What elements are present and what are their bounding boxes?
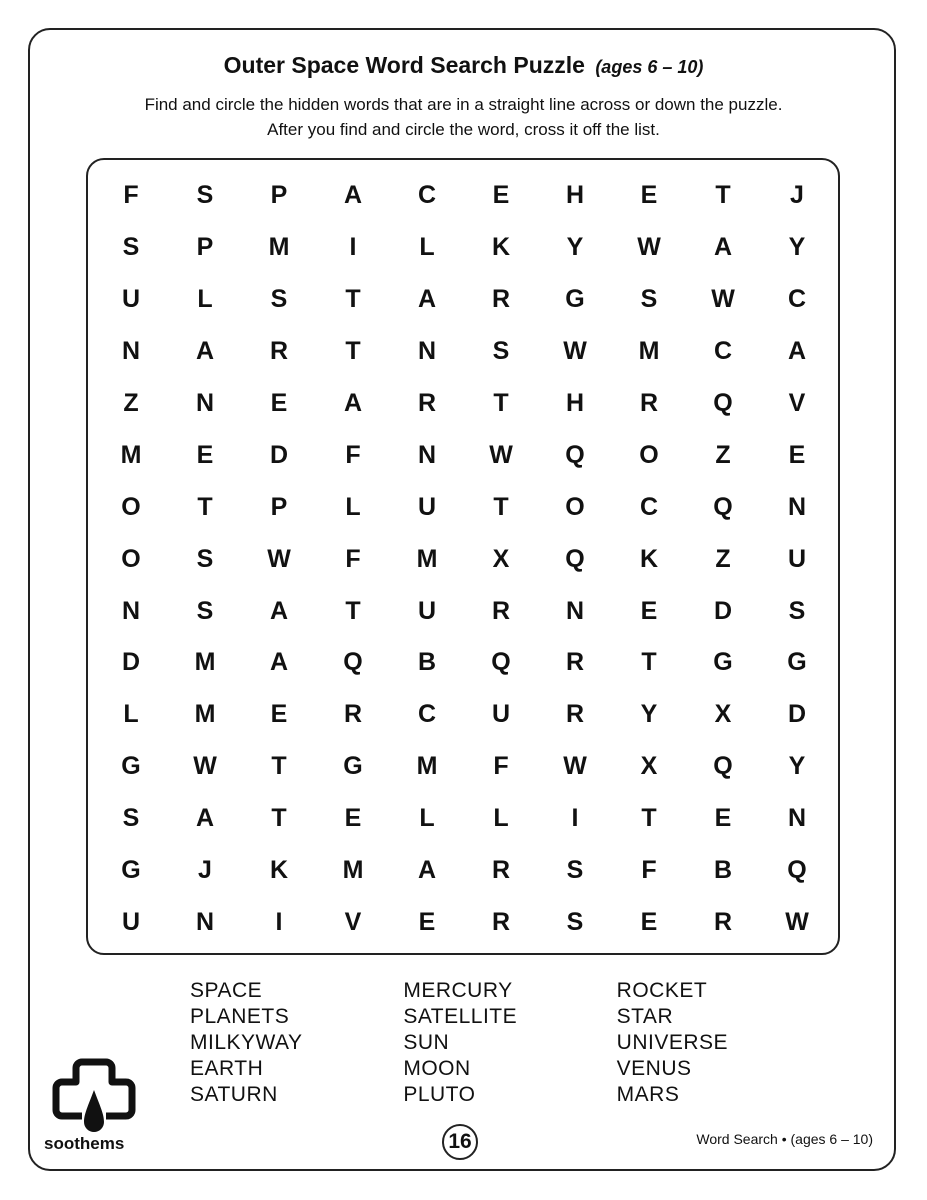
grid-letter[interactable]: U xyxy=(491,700,511,729)
grid-letter[interactable]: Q xyxy=(491,648,511,677)
grid-row xyxy=(94,585,834,637)
grid-letter[interactable]: X xyxy=(492,544,510,573)
grid-letter[interactable]: R xyxy=(343,700,363,729)
footer-label: Word Search • (ages 6 – 10) xyxy=(696,1131,873,1147)
grid-letter[interactable]: M xyxy=(416,544,438,573)
grid-letter[interactable]: A xyxy=(417,856,437,885)
grid-letter[interactable]: W xyxy=(563,752,587,781)
grid-row xyxy=(94,378,834,430)
grid-letter[interactable]: C xyxy=(787,285,807,314)
grid-row xyxy=(94,689,834,741)
word-list-column xyxy=(190,978,403,1108)
word-list-item: STAR xyxy=(616,1005,674,1028)
grid-letter[interactable]: F xyxy=(345,440,361,469)
grid-letter[interactable]: N xyxy=(195,389,215,417)
word-list-item: SPACE xyxy=(190,979,263,1002)
grid-letter[interactable]: W xyxy=(711,285,735,314)
grid-letter[interactable]: O xyxy=(639,440,659,469)
grid-letter[interactable]: I xyxy=(349,233,357,262)
puzzle-grid[interactable] xyxy=(94,170,834,948)
logo-text: soothems xyxy=(44,1134,125,1153)
grid-letter[interactable]: Q xyxy=(565,544,585,573)
grid-letter[interactable]: T xyxy=(271,752,287,781)
word-list-item: SUN xyxy=(403,1031,450,1054)
instructions-line-2: After you find and circle the word, cross it off the list. xyxy=(267,120,660,139)
grid-letter[interactable]: G xyxy=(565,285,585,314)
grid-letter[interactable]: S xyxy=(196,544,214,573)
word-list-item: MARS xyxy=(616,1083,680,1106)
grid-letter[interactable]: B xyxy=(713,856,733,885)
grid-letter[interactable]: E xyxy=(196,440,214,469)
grid-letter[interactable]: R xyxy=(417,389,437,417)
grid-letter[interactable]: M xyxy=(416,752,438,781)
grid-letter[interactable]: U xyxy=(787,544,807,573)
grid-letter[interactable]: E xyxy=(714,804,732,833)
grid-letter[interactable]: S xyxy=(122,233,140,262)
grid-letter[interactable]: U xyxy=(417,596,437,625)
grid-row xyxy=(94,481,834,533)
grid-letter[interactable]: N xyxy=(787,492,807,521)
grid-letter[interactable]: T xyxy=(197,492,213,521)
page-title xyxy=(0,52,927,79)
grid-letter[interactable]: G xyxy=(787,648,807,677)
grid-letter[interactable]: A xyxy=(417,285,437,314)
grid-letter[interactable]: C xyxy=(417,700,437,729)
grid-letter[interactable]: S xyxy=(270,285,288,314)
grid-letter[interactable]: H xyxy=(565,181,585,210)
grid-letter[interactable]: I xyxy=(275,907,283,936)
grid-letter[interactable]: N xyxy=(195,907,215,936)
grid-letter[interactable]: V xyxy=(788,389,806,417)
grid-letter[interactable]: F xyxy=(493,752,509,781)
word-list-item: SATELLITE xyxy=(403,1005,518,1028)
grid-letter[interactable]: E xyxy=(640,907,658,936)
grid-letter[interactable]: P xyxy=(270,181,288,210)
grid-letter[interactable]: G xyxy=(343,752,363,781)
word-list xyxy=(190,978,830,1108)
grid-letter[interactable]: W xyxy=(563,337,587,366)
grid-letter[interactable]: L xyxy=(197,285,213,314)
grid-letter[interactable]: U xyxy=(417,492,437,521)
grid-letter[interactable]: O xyxy=(121,492,141,521)
grid-letter[interactable]: P xyxy=(270,492,288,521)
grid-letter[interactable]: E xyxy=(270,389,288,417)
grid-letter[interactable]: M xyxy=(120,440,142,469)
grid-letter[interactable]: W xyxy=(267,544,291,573)
grid-row xyxy=(94,793,834,845)
grid-letter[interactable]: T xyxy=(493,389,509,417)
grid-letter[interactable]: K xyxy=(269,856,289,885)
grid-letter[interactable]: L xyxy=(123,700,139,729)
grid-letter[interactable]: Y xyxy=(566,233,584,262)
grid-letter[interactable]: R xyxy=(565,700,585,729)
grid-letter[interactable]: S xyxy=(492,337,510,366)
grid-letter[interactable]: L xyxy=(419,233,435,262)
grid-letter[interactable]: G xyxy=(121,856,141,885)
grid-letter[interactable]: Q xyxy=(713,492,733,521)
grid-letter[interactable]: A xyxy=(195,337,215,366)
grid-letter[interactable]: R xyxy=(491,285,511,314)
title-ages: (ages 6 – 10) xyxy=(595,57,704,77)
grid-letter[interactable]: T xyxy=(345,596,361,625)
grid-letter[interactable]: S xyxy=(196,596,214,625)
word-list-item: PLANETS xyxy=(190,1005,290,1028)
word-list-item: EARTH xyxy=(190,1057,264,1080)
grid-letter[interactable]: A xyxy=(269,648,289,677)
grid-letter[interactable]: W xyxy=(637,233,661,262)
word-list-item: UNIVERSE xyxy=(616,1031,729,1054)
grid-row xyxy=(94,845,834,897)
grid-row xyxy=(94,896,834,948)
grid-letter[interactable]: E xyxy=(492,181,510,210)
grid-letter[interactable]: S xyxy=(788,596,806,625)
grid-letter[interactable]: F xyxy=(641,856,657,885)
instructions xyxy=(0,92,927,142)
grid-letter[interactable]: C xyxy=(417,181,437,210)
grid-letter[interactable]: U xyxy=(121,285,141,314)
grid-letter[interactable]: O xyxy=(121,544,141,573)
grid-letter[interactable]: F xyxy=(345,544,361,573)
grid-letter[interactable]: R xyxy=(269,337,289,366)
grid-letter[interactable]: R xyxy=(491,907,511,936)
grid-letter[interactable]: T xyxy=(641,804,657,833)
grid-letter[interactable]: N xyxy=(417,337,437,366)
grid-letter[interactable]: C xyxy=(639,492,659,521)
grid-letter[interactable]: R xyxy=(565,648,585,677)
instructions-line-1: Find and circle the hidden words that are in a straight line across or down the puzzle. xyxy=(144,95,783,114)
grid-letter[interactable]: T xyxy=(493,492,509,521)
grid-letter[interactable]: E xyxy=(418,907,436,936)
word-list-column xyxy=(403,978,616,1108)
grid-row xyxy=(94,741,834,793)
grid-letter[interactable]: Z xyxy=(715,440,731,469)
grid-letter[interactable]: N xyxy=(787,804,807,833)
grid-letter[interactable]: D xyxy=(269,440,289,469)
grid-letter[interactable]: R xyxy=(639,389,659,417)
grid-letter[interactable]: Q xyxy=(787,856,807,885)
grid-letter[interactable]: U xyxy=(121,907,141,936)
word-list-item: MILKYWAY xyxy=(190,1031,303,1054)
grid-row xyxy=(94,170,834,222)
title-text: Outer Space Word Search Puzzle xyxy=(223,52,585,78)
grid-letter[interactable]: L xyxy=(493,804,509,833)
grid-letter[interactable]: T xyxy=(345,285,361,314)
grid-row xyxy=(94,533,834,585)
grid-row xyxy=(94,429,834,481)
grid-letter[interactable]: M xyxy=(268,233,290,262)
grid-letter[interactable]: K xyxy=(491,233,511,262)
grid-letter[interactable]: W xyxy=(785,907,809,936)
grid-letter[interactable]: G xyxy=(713,648,733,677)
grid-letter[interactable]: H xyxy=(565,389,585,417)
word-list-column xyxy=(617,978,830,1108)
page-number: 16 xyxy=(442,1124,478,1160)
grid-letter[interactable]: T xyxy=(715,181,731,210)
grid-letter[interactable]: M xyxy=(342,856,364,885)
grid-letter[interactable]: Y xyxy=(788,233,806,262)
grid-letter[interactable]: A xyxy=(343,181,363,210)
grid-letter[interactable]: W xyxy=(489,440,513,469)
word-list-item: MOON xyxy=(403,1057,471,1080)
grid-letter[interactable]: X xyxy=(714,700,732,729)
grid-letter[interactable]: E xyxy=(640,181,658,210)
grid-letter[interactable]: E xyxy=(270,700,288,729)
grid-letter[interactable]: E xyxy=(640,596,658,625)
grid-letter[interactable]: M xyxy=(194,648,216,677)
grid-letter[interactable]: L xyxy=(345,492,361,521)
word-list-item: ROCKET xyxy=(616,979,708,1002)
grid-letter[interactable]: S xyxy=(566,907,584,936)
grid-letter[interactable]: Q xyxy=(343,648,363,677)
grid-letter[interactable]: P xyxy=(196,233,214,262)
grid-letter[interactable]: A xyxy=(343,389,363,417)
grid-letter[interactable]: Q xyxy=(713,752,733,781)
grid-letter[interactable]: R xyxy=(713,907,733,936)
grid-letter[interactable]: S xyxy=(640,285,658,314)
grid-row xyxy=(94,274,834,326)
word-list-item: VENUS xyxy=(616,1057,692,1080)
grid-letter[interactable]: Y xyxy=(788,752,806,781)
grid-letter[interactable]: Q xyxy=(713,389,733,417)
grid-row xyxy=(94,637,834,689)
word-list-item: SATURN xyxy=(190,1083,278,1106)
grid-letter[interactable]: I xyxy=(571,804,579,833)
grid-letter[interactable]: L xyxy=(419,804,435,833)
grid-letter[interactable]: D xyxy=(713,596,733,625)
grid-letter[interactable]: C xyxy=(713,337,733,366)
grid-letter[interactable]: Y xyxy=(640,700,658,729)
grid-letter[interactable]: T xyxy=(641,648,657,677)
grid-letter[interactable]: S xyxy=(566,856,584,885)
grid-letter[interactable]: E xyxy=(344,804,362,833)
grid-letter[interactable]: D xyxy=(787,700,807,729)
grid-letter[interactable]: J xyxy=(790,181,804,210)
grid-letter[interactable]: N xyxy=(565,596,585,625)
grid-letter[interactable]: A xyxy=(787,337,807,366)
grid-letter[interactable]: Q xyxy=(565,440,585,469)
grid-letter[interactable]: O xyxy=(565,492,585,521)
grid-row xyxy=(94,222,834,274)
grid-letter[interactable]: M xyxy=(638,337,660,366)
grid-letter[interactable]: T xyxy=(345,337,361,366)
grid-letter[interactable]: R xyxy=(491,856,511,885)
grid-letter[interactable]: J xyxy=(198,856,212,885)
grid-letter[interactable]: T xyxy=(271,804,287,833)
grid-letter[interactable]: S xyxy=(196,181,214,210)
grid-letter[interactable]: X xyxy=(640,752,658,781)
grid-letter[interactable]: E xyxy=(788,440,806,469)
grid-letter[interactable]: G xyxy=(121,752,141,781)
grid-letter[interactable]: R xyxy=(491,596,511,625)
grid-letter[interactable]: N xyxy=(417,440,437,469)
grid-letter[interactable]: A xyxy=(269,596,289,625)
grid-letter[interactable]: N xyxy=(121,337,141,366)
grid-letter[interactable]: Z xyxy=(123,389,139,417)
grid-letter[interactable]: A xyxy=(713,233,733,262)
word-list-item: PLUTO xyxy=(403,1083,476,1106)
grid-letter[interactable]: D xyxy=(121,648,141,677)
grid-letter[interactable]: A xyxy=(195,804,215,833)
grid-letter[interactable]: Z xyxy=(715,544,731,573)
word-list-item: MERCURY xyxy=(403,979,513,1002)
grid-letter[interactable]: V xyxy=(344,907,362,936)
grid-letter[interactable]: K xyxy=(639,544,659,573)
grid-letter[interactable]: F xyxy=(123,181,139,210)
grid-row xyxy=(94,326,834,378)
grid-letter[interactable]: W xyxy=(193,752,217,781)
grid-letter[interactable]: M xyxy=(194,700,216,729)
grid-letter[interactable]: S xyxy=(122,804,140,833)
grid-letter[interactable]: B xyxy=(417,648,437,677)
grid-letter[interactable]: N xyxy=(121,596,141,625)
